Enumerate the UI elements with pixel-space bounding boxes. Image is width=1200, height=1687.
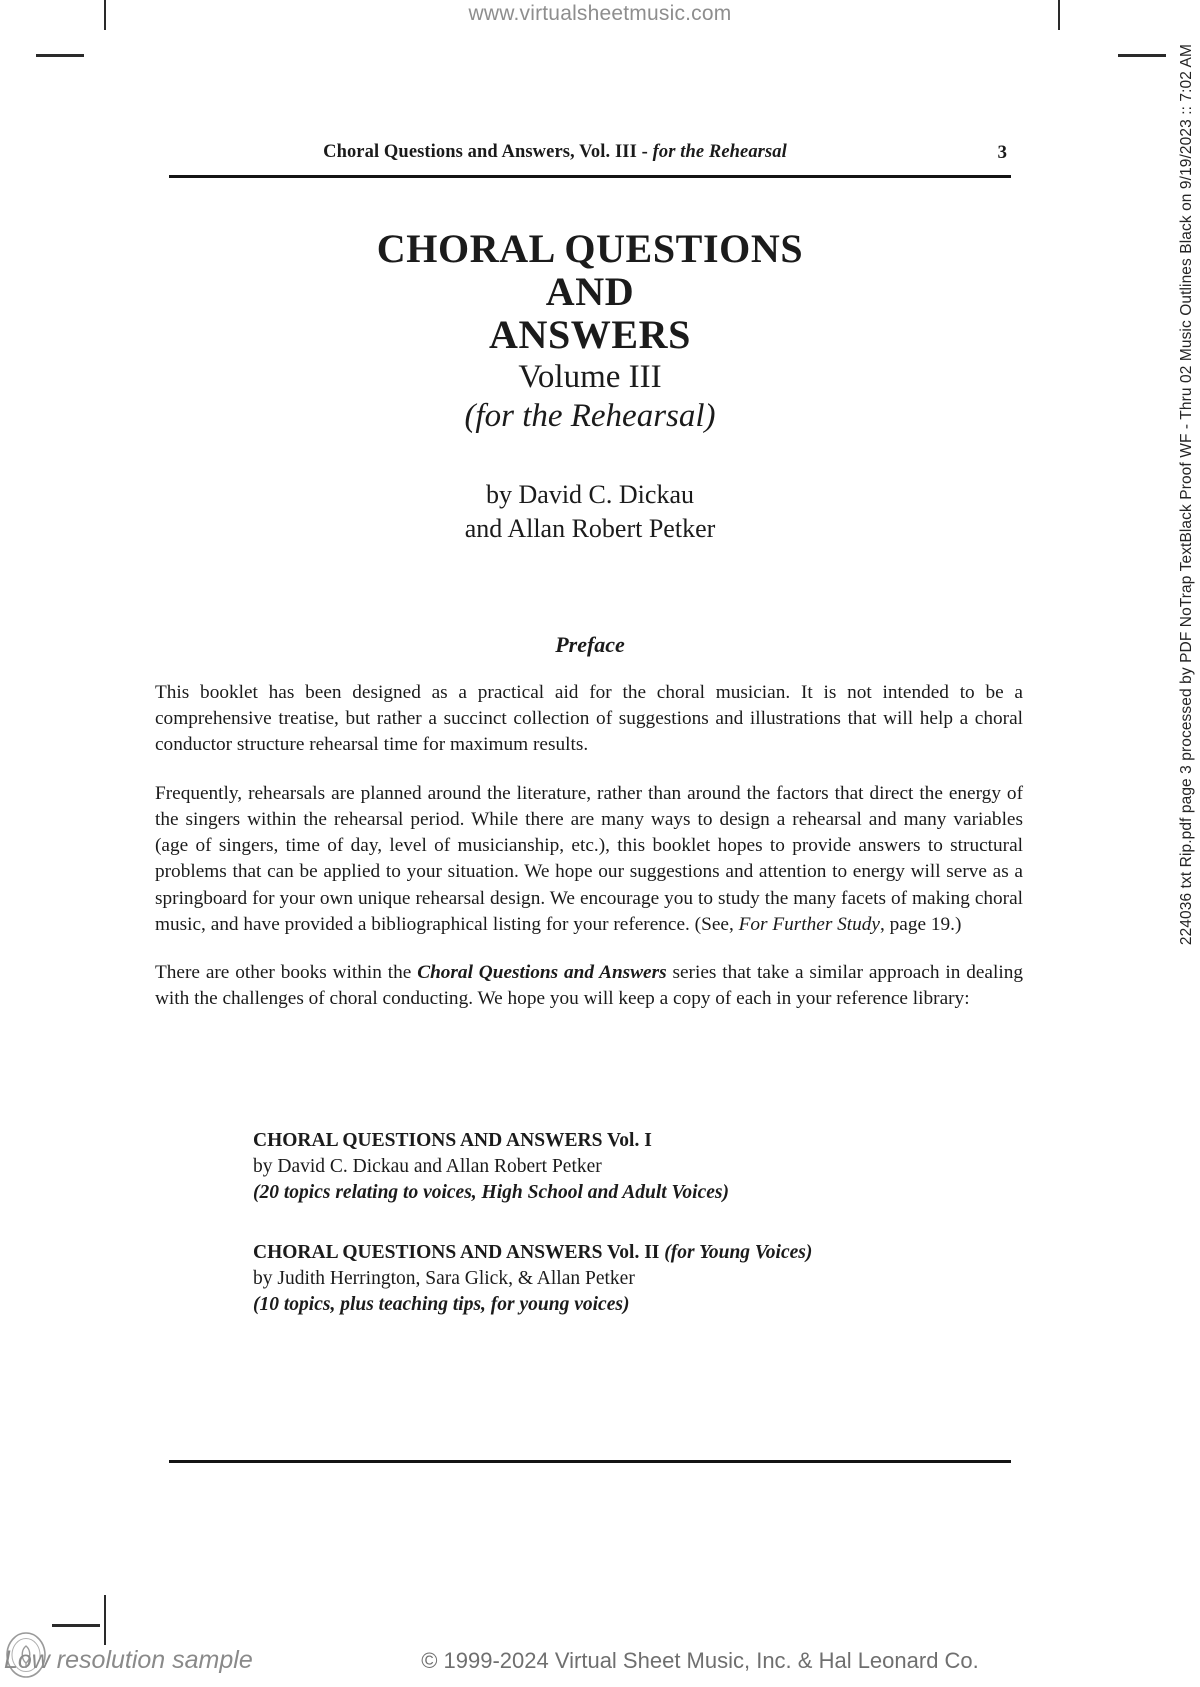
crop-mark-left-upper — [36, 54, 84, 57]
book-title-main: CHORAL QUESTIONS AND ANSWERS Vol. II — [253, 1241, 665, 1263]
book-topics: (20 topics relating to voices, High School and Adult Voices) — [253, 1181, 729, 1203]
book-title-main: CHORAL QUESTIONS AND ANSWERS Vol. I — [253, 1130, 652, 1151]
title-block — [155, 228, 1025, 436]
preface-paragraph-1: This booklet has been designed as a practical aid for the choral musician. It is not intended to be a comprehensive treatise, but rather a succinct collection of suggestions and illustrations that will help a choral conductor structure rehearsal time for maximum results. — [155, 682, 1023, 756]
preface-paragraph-3 — [155, 960, 1023, 1012]
title-line-3: ANSWERS — [488, 311, 692, 357]
proof-strip-text: 224036 txt Rip.pdf page 3 processed by PDF NoTrap TextBlack Proof WF - Thru 02 Music Outlines Black on 9/19/2023 :: 7:02 AM — [1178, 44, 1195, 946]
title-line-1: CHORAL QUESTIONS — [376, 226, 804, 271]
crop-mark-left-lower — [52, 1624, 100, 1627]
page-number: 3 — [997, 142, 1007, 163]
copyright-notice: © 1999-2024 Virtual Sheet Music, Inc. & Hal Leonard Co. — [421, 1648, 979, 1673]
title-line-2: AND — [545, 268, 635, 314]
proof-strip — [1172, 40, 1198, 1050]
site-url-watermark: www.virtualsheetmusic.com — [468, 2, 732, 25]
book-title — [253, 1240, 1013, 1266]
preface-heading: Preface — [555, 632, 625, 657]
footer-rule — [169, 1460, 1011, 1463]
title-volume: Volume III — [518, 359, 662, 396]
book-title — [253, 1128, 1013, 1154]
preface-paragraph-3-part-a: There are other books within the — [155, 962, 418, 984]
book-list — [253, 1128, 1013, 1352]
book-entry — [253, 1240, 1013, 1318]
book-title-suffix: (for Young Voices) — [664, 1241, 813, 1263]
byline-line-2: and Allan Robert Petker — [464, 513, 716, 543]
byline — [155, 478, 1025, 546]
book-entry — [253, 1128, 1013, 1206]
title-subtitle: (for the Rehearsal) — [464, 398, 716, 435]
for-further-study-reference: For Further Study — [738, 913, 880, 935]
byline-line-1: by David C. Dickau — [486, 480, 694, 509]
book-topics: (10 topics, plus teaching tips, for young voices) — [253, 1293, 630, 1315]
book-authors: by David C. Dickau and Allan Robert Petker — [253, 1155, 602, 1177]
page-content — [155, 0, 1025, 1687]
running-head-title-italic: for the Rehearsal — [652, 142, 787, 162]
preface-paragraph-2-part-b: , page 19.) — [879, 913, 962, 935]
running-head — [155, 142, 1025, 168]
crop-mark-bottom-left — [104, 1595, 106, 1645]
preface-paragraph-2-part-a: Frequently, rehearsals are planned around the literature, rather than around the factors that direct the energy of the singers within the rehearsal period. While there are many ways to design a rehearsal and many variables (age of singers, time of day, level of musicianship, etc.), this booklet hopes to provide answers to structural problems that can be applied to your situation. We hope our suggestions and attention to energy will serve as a springboard for your own unique rehearsal design. We encourage you to study the many facets of making choral music, and have provided a bibliographical listing for your reference. (See, — [155, 782, 1023, 935]
low-resolution-watermark: Low resolution sample — [4, 1646, 253, 1674]
running-head-title — [155, 142, 955, 163]
crop-mark-right-upper — [1118, 54, 1166, 57]
header-rule — [169, 175, 1011, 178]
running-head-title-plain: Choral Questions and Answers, Vol. III - — [323, 142, 653, 162]
preface-paragraph-2 — [155, 781, 1023, 938]
preface-paragraph-3-part-b: series that take a similar approach in dealing with the challenges of choral conducting. We hope you will keep a copy of each in your reference library: — [155, 962, 1023, 1010]
preface-body — [155, 680, 1023, 1035]
book-authors: by Judith Herrington, Sara Glick, & Allan Petker — [253, 1267, 635, 1289]
series-title-reference: Choral Questions and Answers — [417, 962, 667, 984]
